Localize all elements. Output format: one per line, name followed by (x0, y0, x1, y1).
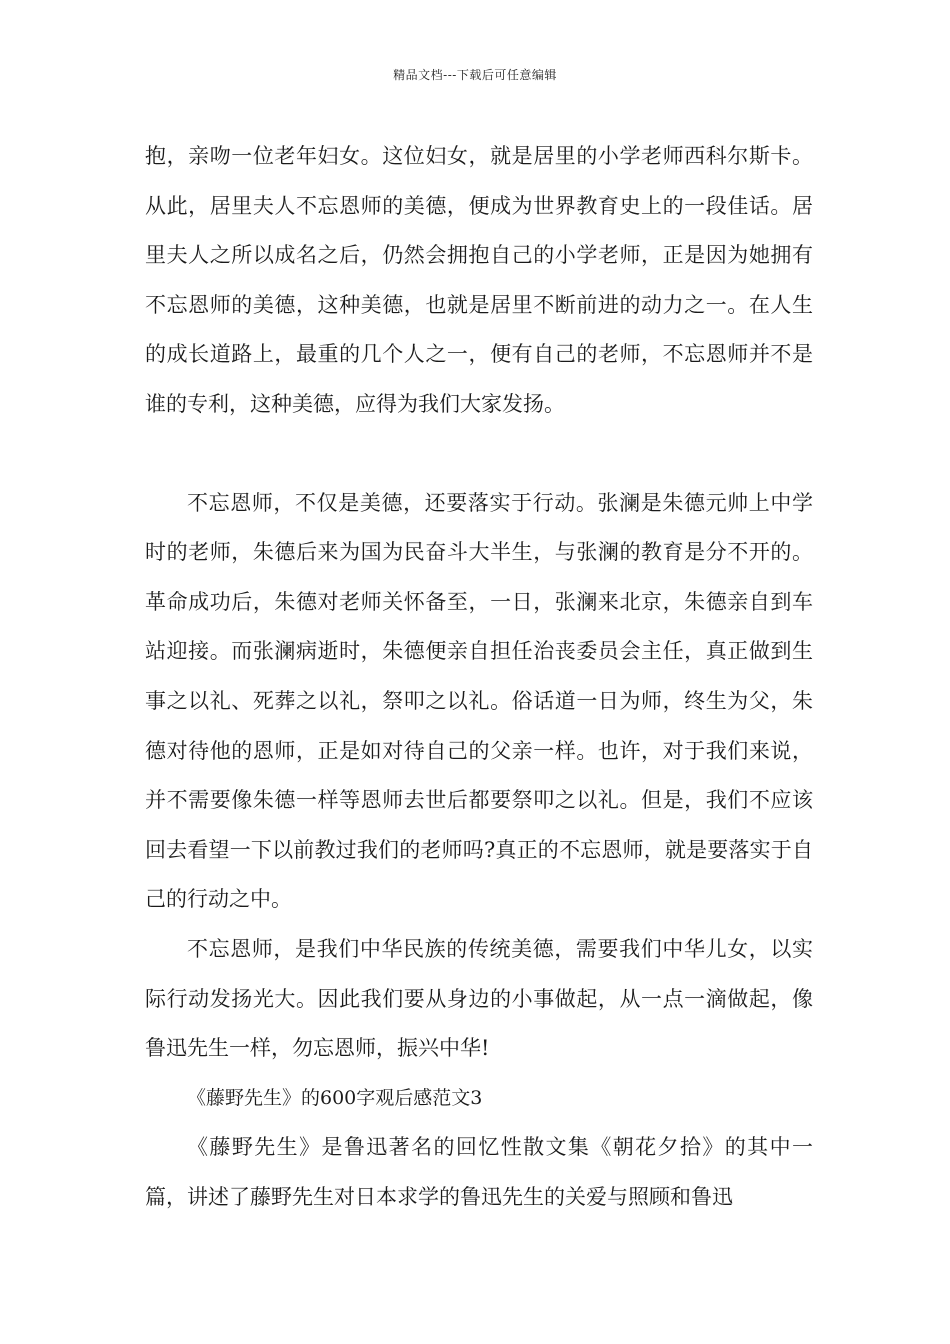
paragraph-fujino-intro: 《藤野先生》是鲁迅著名的回忆性散文集《朝花夕拾》的其中一篇，讲述了藤野先生对日本求学的鲁迅先生的关爱与照顾和鲁迅 (145, 1135, 813, 1209)
paragraph-conclusion: 不忘恩师，是我们中华民族的传统美德，需要我们中华儿女，以实际行动发扬光大。因此我们要从身边的小事做起，从一点一滴做起，像鲁迅先生一样，勿忘恩师，振兴中华! (145, 936, 813, 1061)
paragraph-continued: 抱，亲吻一位老年妇女。这位妇女，就是居里的小学老师西科尔斯卡。从此，居里夫人不忘恩师的美德，便成为世界教育史上的一段佳话。居里夫人之所以成名之后，仍然会拥抱自己的小学老师，正是因为她拥有不忘恩师的美德，这种美德，也就是居里不断前进的动力之一。在人生的成长道路上，最重的几个人之一，便有自己的老师，不忘恩师并不是谁的专利，这种美德，应得为我们大家发扬。 (145, 144, 813, 416)
paragraph-zhu-de: 不忘恩师，不仅是美德，还要落实于行动。张澜是朱德元帅上中学时的老师，朱德后来为国为民奋斗大半生，与张澜的教育是分不开的。革命成功后，朱德对老师关怀备至，一日，张澜来北京，朱德亲自到车站迎接。而张澜病逝时，朱德便亲自担任治丧委员会主任，真正做到生事之以礼、死葬之以礼，祭叩之以礼。俗话道一日为师，终生为父，朱德对待他的恩师，正是如对待自己的父亲一样。也许，对于我们来说，并不需要像朱德一样等恩师去世后都要祭叩之以礼。但是，我们不应该回去看望一下以前教过我们的老师吗?真正的不忘恩师，就是要落实于自己的行动之中。 (145, 490, 813, 912)
section-heading: 《藤野先生》的600字观后感范文3 (187, 1086, 483, 1109)
document-body (145, 132, 813, 1222)
page-header: 精品文档---下载后可任意编辑 (393, 68, 557, 82)
